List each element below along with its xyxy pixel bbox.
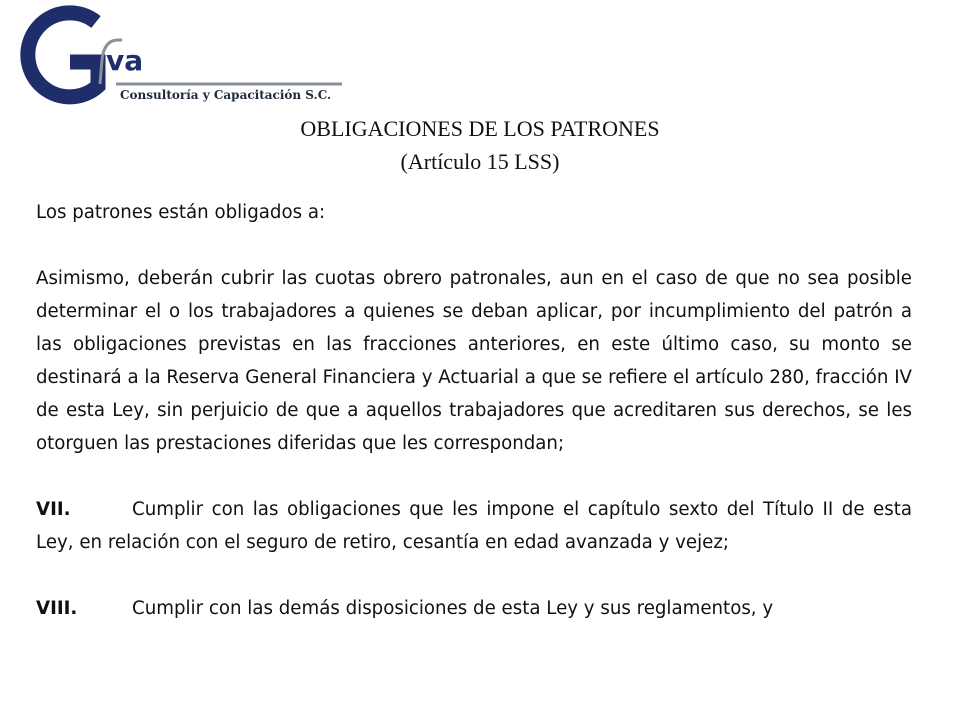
body-paragraph: Asimismo, deberán cubrir las cuotas obrero patronales, aun en el caso de que no sea posible determinar el o los trabajadores a quienes se deban aplicar, por incumplimiento del patrón a las obligaciones previstas en las fracciones anteriores, en este último caso, su monto se destinará a la Reserva General Financiera y Actuarial a que se refiere el artículo 280, fracción IV de esta Ley, sin perjuicio de que a aquellos trabajadores que acreditaren sus derechos, se les otorguen las prestaciones diferidas que les correspondan; (36, 268, 912, 454)
page-subtitle: (Artículo 15 LSS) (400, 149, 560, 174)
spacer (36, 229, 912, 262)
document-body (36, 196, 912, 625)
intro-line: Los patrones están obligados a: (36, 202, 326, 223)
logo-subtitle: Consultoría y Capacitación S.C. (120, 88, 332, 102)
logo-letters: va (106, 44, 144, 77)
title-block (0, 112, 960, 178)
fraction-text: Cumplir con las obligaciones que les impone el capítulo sexto del Título II de esta Ley, en relación con el seguro de retiro, cesantía en edad avanzada y vejez; (36, 499, 912, 553)
page-title: OBLIGACIONES DE LOS PATRONES (300, 116, 660, 141)
spacer (36, 559, 912, 592)
gva-logo-graphic (0, 0, 360, 120)
fraction-number: VIII. (36, 598, 78, 619)
fraction-text: Cumplir con las demás disposiciones de esta Ley y sus reglamentos, y (132, 598, 774, 619)
fraction-number: VII. (36, 499, 71, 520)
fraction-item (36, 592, 912, 625)
spacer (36, 460, 912, 493)
fraction-item (36, 493, 912, 559)
company-logo (0, 0, 360, 120)
